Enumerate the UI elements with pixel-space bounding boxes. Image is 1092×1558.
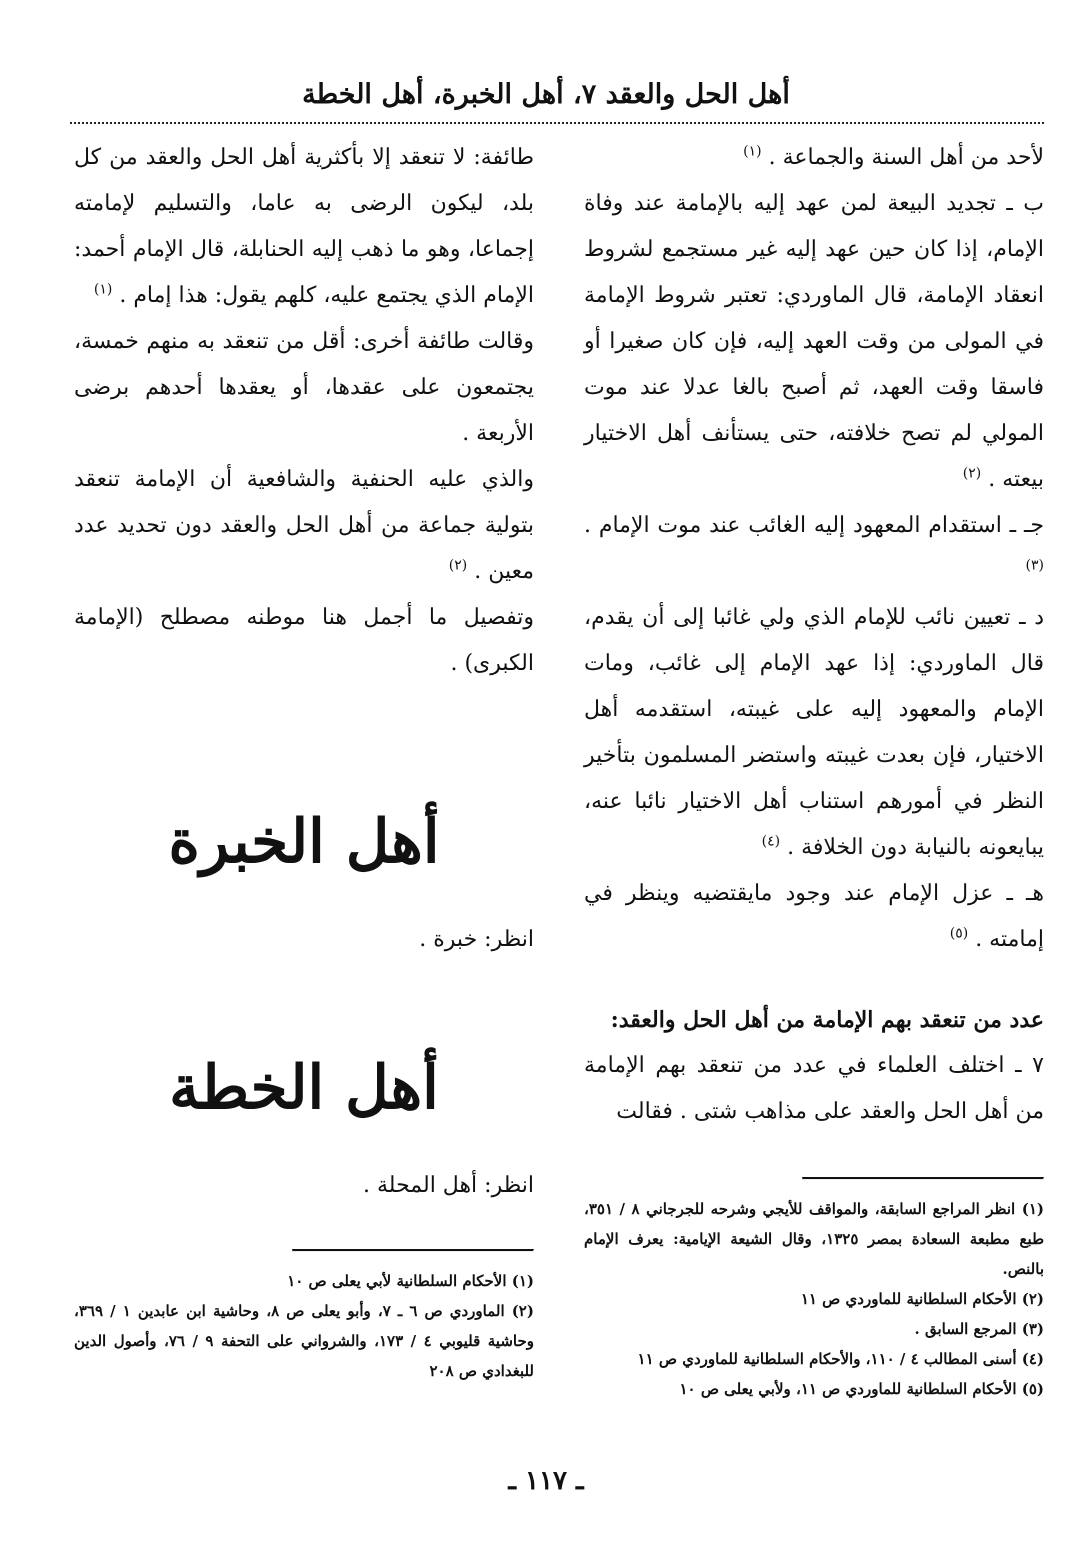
left-paragraph-1: طائفة: لا تنعقد إلا بأكثرية أهل الحل والعقد من كل بلد، ليكون الرضى به عاما، والتسليم لإمامته إجماعا، وهو ما ذهب إليه الحنابلة، قال الإمام أحمد: الإمام الذي يجتمع عليه، كلهم يقول: هذا إمام . $^{(١)}$	[74, 145, 534, 308]
left-paragraph-2: وقالت طائفة أخرى: أقل من تنعقد به منهم خمسة، يجتمعون على عقدها، أو يعقدها أحدهم برضى الأربعة .	[74, 329, 534, 446]
footnote-ref: (٢)	[448, 557, 468, 574]
entry-heading-ahl-al-khibra: أهل الخبرة	[168, 807, 440, 877]
footnote-ref: (٤)	[761, 833, 781, 850]
page-header: أهل الحل والعقد ٧، أهل الخبرة، أهل الخطة	[302, 79, 790, 110]
footnote-rule	[802, 1177, 1044, 1180]
footnote: (٣) المرجع السابق .	[914, 1320, 1044, 1338]
footnote: (٢) الأحكام السلطانية للماوردي ص ١١	[800, 1290, 1044, 1308]
footnote-ref: (٥)	[949, 925, 969, 942]
footnote: (١) انظر المراجع السابقة، والمواقف للأيجي وشرحه للجرجاني ٨ / ٣٥١، طبع مطبعة السعادة بمصر ١٣٢٥، وقال الشيعة الإيامية: يعرف الإمام بالنص.	[584, 1200, 1045, 1278]
right-paragraph-5: هـ ـ عزل الإمام عند وجود مايقتضيه وينظر في إمامته . $^{(٥)}$	[584, 881, 1044, 952]
footnote-ref: (٢)	[962, 465, 982, 482]
footnote: (٥) الأحكام السلطانية للماوردي ص ١١، ولأبي يعلى ص ١٠	[679, 1380, 1044, 1398]
see-also-khibra: انظر: خبرة .	[419, 927, 534, 952]
header-divider	[70, 122, 1044, 124]
left-paragraph-3: والذي عليه الحنفية والشافعية أن الإمامة تنعقد بتولية جماعة من أهل الحل والعقد دون تحديد عدد معين . $^{(٢)}$	[74, 467, 534, 584]
right-paragraph-4: د ـ تعيين نائب للإمام الذي ولي غائبا إلى أن يقدم، قال الماوردي: إذا عهد الإمام إلى غائب، ومات الإمام والمعهود إليه على غيبته، استقدمه أهل الاختيار، فإن بعدت غيبته واستضر المسلمون بتأخير النظر في أمورهم استناب أهل الاختيار نائبا عنه، يبايعونه بالنيابة دون الخلافة . $^{(٤)}$	[584, 605, 1044, 860]
section-subheading: عدد من تنعقد بهم الإمامة من أهل الحل والعقد:	[610, 1007, 1044, 1033]
footnote-ref: (٣)	[1025, 557, 1044, 574]
footnote: (٤) أسنى المطالب ٤ / ١١٠، والأحكام السلطانية للماوردي ص ١١	[637, 1350, 1044, 1368]
right-paragraph-6: ٧ ـ اختلف العلماء في عدد من تنعقد بهم الإمامة من أهل الحل والعقد على مذاهب شتى . فقالت	[584, 1053, 1044, 1124]
footnote: (٢) الماوردي ص ٦ ـ ٧، وأبو يعلى ص ٨، وحاشية ابن عابدين ١ / ٣٦٩، وحاشية قليوبي ٤ / ١٧٣، والشرواني على التحفة ٩ / ٧٦، وأصول الدين للبغدادي ص ٢٠٨	[74, 1302, 534, 1380]
footnote-rule	[292, 1249, 534, 1252]
right-footnotes	[584, 1194, 1044, 1404]
right-paragraph-3: جـ ـ استقدام المعهود إليه الغائب عند موت الإمام . $^{(٣)}$	[584, 513, 1044, 574]
left-paragraph-4: وتفصيل ما أجمل هنا موطنه مصطلح (الإمامة الكبرى) .	[74, 605, 534, 676]
entry-heading-ahl-al-khitta: أهل الخطة	[169, 1053, 439, 1123]
footnote-ref: (١)	[93, 281, 113, 298]
right-column	[584, 135, 1044, 1404]
left-footnotes	[74, 1266, 534, 1386]
page-number: ـ ١١٧ ـ	[508, 1466, 584, 1496]
right-paragraph-2: ب ـ تجديد البيعة لمن عهد إليه بالإمامة عند وفاة الإمام، إذا كان حين عهد إليه غير مستجمع لشروط انعقاد الإمامة، قال الماوردي: تعتبر شروط الإمامة في المولى من وقت العهد إليه، فإن كان صغيرا أو فاسقا وقت العهد، ثم أصبح بالغا عدلا عند موت المولي لم تصح خلافته، حتى يستأنف أهل الاختيار بيعته . $^{(٢)}$	[584, 191, 1044, 492]
left-column	[74, 135, 534, 1386]
footnote-ref: (١)	[743, 143, 762, 160]
see-also-khitta: انظر: أهل المحلة .	[363, 1173, 534, 1198]
footnote: (١) الأحكام السلطانية لأبي يعلى ص ١٠	[287, 1272, 534, 1290]
right-paragraph-1: لأحد من أهل السنة والجماعة . $^{(١)}$	[743, 143, 1044, 170]
